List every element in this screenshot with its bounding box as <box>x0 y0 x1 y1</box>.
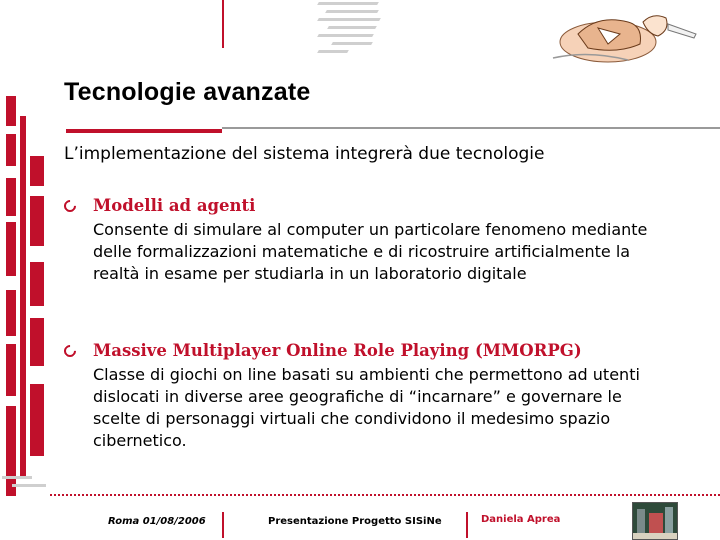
footer-dotted-rule <box>50 494 720 496</box>
footer-project: Presentazione Progetto SISiNe <box>268 516 442 527</box>
intro-text: L’implementazione del sistema integrerà due tecnologie <box>64 144 545 164</box>
person-writing-clipart <box>548 4 698 68</box>
bullet-marker-icon <box>62 343 79 360</box>
slide-title: Tecnologie avanzate <box>64 78 311 106</box>
top-divider-line <box>222 0 224 48</box>
bullet-body: Consente di simulare al computer un particolare fenomeno mediante delle formalizzazioni matematiche e di ricostruire artificialmente la realtà in esame per studiarla in un laboratorio digitale <box>93 220 648 283</box>
footer-thumbnail-image <box>632 502 678 540</box>
footer-separator <box>222 512 224 538</box>
bullet-marker-icon <box>62 198 79 215</box>
bullet-body: Classe di giochi on line basati su ambienti che permettono ad utenti dislocati in diverse aree geografiche di “incarnare” e governare le scelte di personaggi virtuali che condividono il medesimo spazio cibernetico. <box>93 365 640 450</box>
bullet-heading: Modelli ad agenti <box>93 196 256 215</box>
title-underline-rule <box>222 127 720 129</box>
footer-separator <box>466 512 468 538</box>
footer-author: Daniela Aprea <box>481 514 561 525</box>
title-underline-accent <box>66 129 222 133</box>
bullet-heading: Massive Multiplayer Online Role Playing (MMORPG) <box>93 341 582 360</box>
left-logo-banner <box>2 96 50 496</box>
footer-location-date: Roma 01/08/2006 <box>108 516 206 527</box>
decorative-stripes <box>318 2 388 62</box>
